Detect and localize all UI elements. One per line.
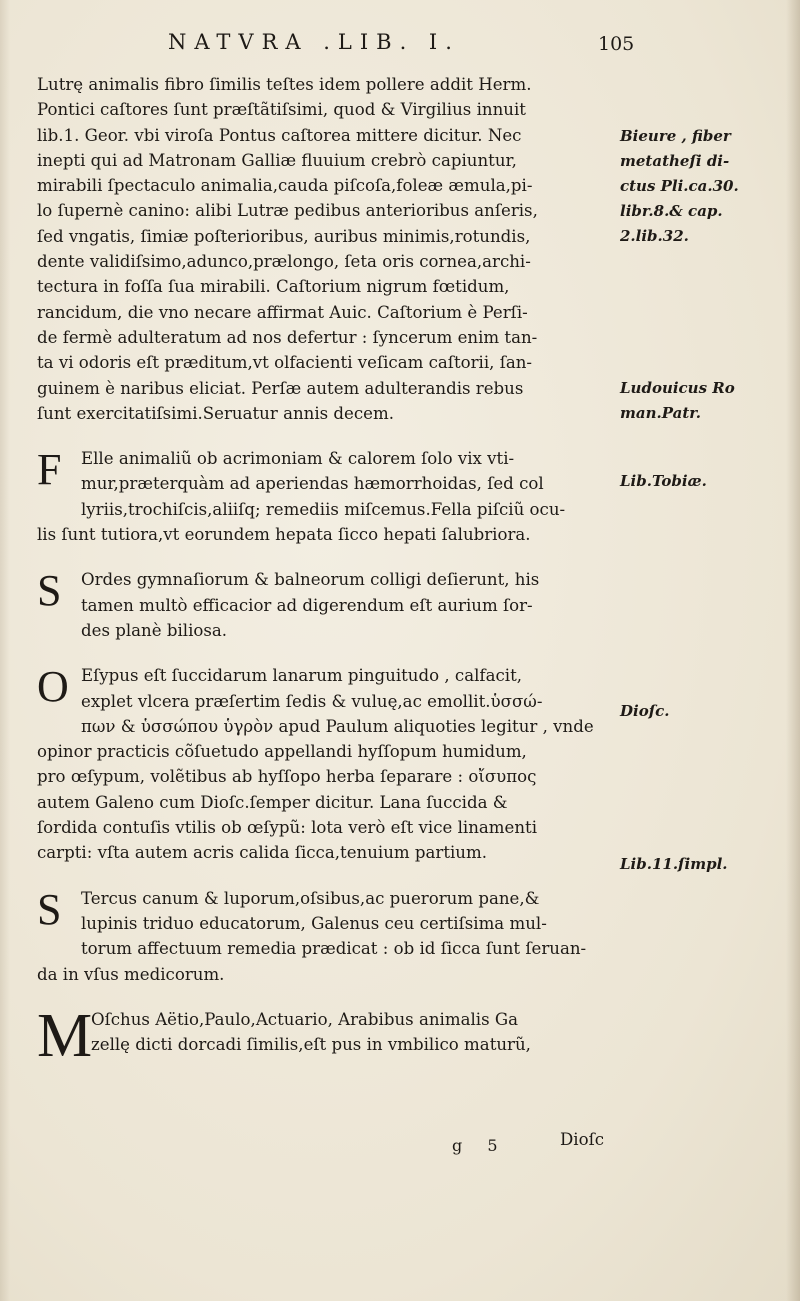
text-line: mirabili ſpectaculo animalia,cauda piſcoſa,foleæ æmula,pi- — [37, 176, 533, 196]
text-line: Pontici caſtores ſunt præſtãtiſsimi, quod & Virgilius innuit — [37, 100, 526, 120]
margin-note: ctus Pli.ca.30. — [620, 177, 739, 195]
margin-note: Bieure , fiber — [620, 127, 731, 145]
margin-note: Lib.Tobiæ. — [620, 472, 707, 490]
page-number: 105 — [598, 33, 635, 55]
margin-note: Dioſc. — [620, 702, 670, 720]
text-line: Eſypus eſt ſuccidarum lanarum pinguitudo , calfacit, — [81, 666, 523, 686]
paragraph-stercus — [37, 886, 617, 987]
drop-capital: O — [37, 662, 69, 712]
text-line: explet vlcera præſertim ſedis & vuluę,ac emollit.ὑσσώ- — [81, 691, 543, 711]
text-line: ta vi odoris eſt præditum,vt olfacienti veſicam caſtorii, ſan- — [37, 353, 533, 373]
text-line: Lutrę animalis fibro ſimilis teſtes idem pollere addit Herm. — [37, 75, 532, 94]
text-line: lo ſupernè canino: alibi Lutræ pedibus anterioribus anſeris, — [37, 201, 538, 221]
paragraph-castoreum — [37, 72, 617, 426]
drop-capital: S — [37, 884, 62, 934]
running-head: NATVRA .LIB. I. — [168, 30, 460, 54]
text-line: de fermè adulteratum ad nos defertur : ſyncerum enim tan- — [37, 327, 538, 347]
margin-note: Lib.11.ſimpl. — [620, 855, 728, 873]
text-line: ſed vngatis, ſimiæ poſterioribus, auribus minimis,rotundis, — [37, 226, 531, 246]
paragraph-oesypus — [37, 663, 617, 865]
body-text — [37, 72, 617, 1070]
signature-mark: g 5 — [452, 1136, 508, 1155]
text-line: opinor practicis cõſuetudo appellandi hyſſopum humidum, — [37, 742, 527, 762]
text-line: πων & ὑσσώπου ὑγρὸν apud Paulum aliquoties legitur , vnde — [81, 716, 594, 736]
margin-note: 2.lib.32. — [620, 227, 689, 245]
text-line: dente validiſsimo,adunco,prælongo, ſeta oris cornea,archi- — [37, 252, 531, 272]
text-line: inepti qui ad Matronam Galliæ fluuium crebrò capiuntur, — [37, 150, 517, 170]
text-line: carpti: vſta autem acris calida ſicca,tenuium partium. — [37, 843, 488, 863]
drop-capital: F — [37, 445, 62, 495]
text-line: tectura in foſſa ſua mirabili. Caſtorium nigrum fœtidum, — [37, 277, 510, 297]
drop-capital: M — [37, 1001, 93, 1070]
text-line: rancidum, die vno necare affirmat Auic. Caſtorium è Perſi- — [37, 302, 528, 322]
text-line: pro œſypum, volẽtibus ab hyſſopo herba ſeparare : οἴσυπος — [37, 767, 537, 787]
paragraph-moschus — [37, 1001, 617, 1070]
text-line: da in vſus medicorum. — [37, 964, 225, 984]
text-line: tamen multò efficacior ad digerendum eſt aurium ſor- — [81, 595, 533, 615]
margin-note: man.Patr. — [620, 404, 701, 422]
text-line: lis ſunt tutiora,vt eorundem hepata ſicco hepati ſalubriora. — [37, 525, 531, 545]
text-line: Tercus canum & luporum,oſsibus,ac puerorum pane,& — [81, 888, 540, 908]
page-shadow-left — [0, 0, 10, 1301]
paragraph-fel — [37, 446, 617, 547]
margin-note: metatheſi di- — [620, 152, 730, 170]
text-line: ſunt exercitatiſsimi.Seruatur annis decem. — [37, 403, 395, 423]
text-line: mur,præterquàm ad aperiendas hæmorrhoidas, ſed col — [81, 474, 544, 494]
catchword: Dioſc — [560, 1130, 605, 1149]
text-line: des planè biliosa. — [81, 620, 228, 640]
text-line: lyriis,trochiſcis,aliiſq; remediis miſcemus.Fella piſciũ ocu- — [81, 499, 566, 519]
text-line: zellę dicti dorcadi ſimilis,eſt pus in vmbilico maturũ, — [91, 1035, 531, 1055]
margin-note: Ludouicus Ro — [620, 379, 735, 397]
text-line: lib.1. Geor. vbi viroſa Pontus caſtorea mittere dicitur. Nec — [37, 125, 522, 145]
text-line: ſordida contuſis vtilis ob œſypũ: lota verò eſt vice linamenti — [37, 818, 538, 838]
text-line: Ordes gymnaſiorum & balneorum colligi deſierunt, his — [81, 570, 540, 590]
paragraph-sordes — [37, 567, 617, 643]
text-line: Elle animaliũ ob acrimoniam & calorem ſolo vix vti- — [81, 449, 515, 469]
text-line: Oſchus Aëtio,Paulo,Actuario, Arabibus animalis Ga — [91, 1009, 519, 1029]
text-line: lupinis triduo educatorum, Galenus ceu certiſsima mul- — [81, 913, 547, 933]
text-line: torum affectuum remedia prædicat : ob id ſicca ſunt ſeruan- — [81, 939, 587, 959]
margin-note: libr.8.& cap. — [620, 202, 723, 220]
drop-capital: S — [37, 566, 62, 616]
text-line: guinem è naribus eliciat. Perſæ autem adulterandis rebus — [37, 378, 524, 398]
text-line: autem Galeno cum Dioſc.ſemper dicitur. Lana ſuccida & — [37, 792, 508, 812]
